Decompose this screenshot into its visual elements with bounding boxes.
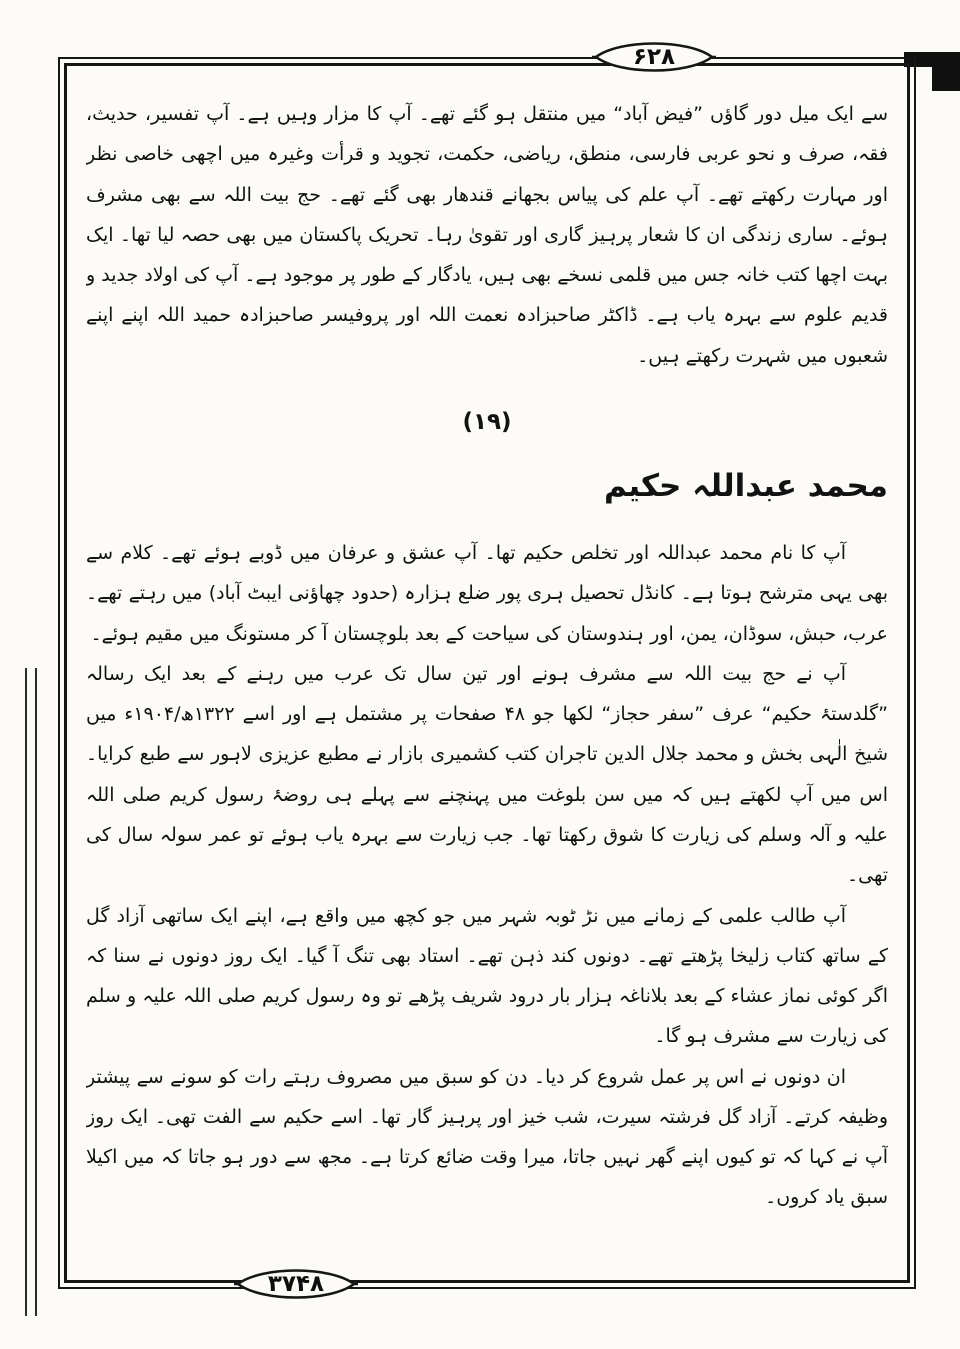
scan-edge-artifact-top-right-2 [932,67,960,91]
urdu-paragraph-2: آپ نے حج بیت اللہ سے مشرف ہونے اور تین سال تک عرب میں رہنے کے بعد ایک رسالہ ”گلدستۂ حکیم“ عرف ”سفر حجاز“ لکھا جو ۴۸ صفحات پر مشتمل ہے اور اسے ۱۳۲۲ھ/۱۹۰۴ء میں شیخ الٰہی بخش و محمد جلال الدین تاجران کتب کشمیری بازار نے مطبع عزیزی لاہور سے طبع کرایا۔ اس میں آپ لکھتے ہیں کہ میں سن بلوغت میں پہنچنے سے پہلے ہی روضۂ رسول کریم صلی اللہ علیہ و آلہ وسلم کی زیارت کا شوق رکھتا تھا۔ جب زیارت سے بہرہ یاب ہوئے تو عمر سولہ سال کی تھی۔ [86,662,888,887]
scan-edge-artifact-left [25,668,37,1316]
page-number-top: ۶۲۸ [632,44,676,70]
chapter-heading: محمد عبداللہ حکیم [604,467,888,504]
page-number-cartouche-bottom [234,1263,358,1305]
page-text-content [86,94,888,1263]
page-number-bottom: ۳۷۴۸ [267,1271,325,1297]
page-number-cartouche-top [592,36,716,78]
section-number: (۱۹) [462,408,512,435]
urdu-paragraph-3: آپ طالب علمی کے زمانے میں نڑ ٹوبہ شہر میں جو کچھ میں واقع ہے، اپنے ایک ساتھی آزاد گل کے ساتھ کتاب زلیخا پڑھتے تھے۔ دونوں کند ذہن تھے۔ استاد بھی تنگ آ گیا۔ ایک روز دونوں نے سنا کہ اگر کوئی نماز عشاء کے بعد بلاناغہ ہزار بار درود شریف پڑھے تو وہ رسول کریم صلی اللہ علیہ و سلم کی زیارت سے مشرف ہو گا۔ [86,904,888,1048]
continuation-paragraph: سے ایک میل دور گاؤں ”فیض آباد“ میں منتقل ہو گئے تھے۔ آپ کا مزار وہیں ہے۔ آپ تفسیر، حدیث، فقہ، صرف و نحو عربی فارسی، منطق، ریاضی، حکمت، تجوید و قرأت وغیرہ میں اچھی خاصی نظر اور مہارت رکھتے تھے۔ آپ علم کی پیاس بجھانے قندھار بھی گئے تھے۔ حج بیت اللہ سے بھی مشرف ہوئے۔ ساری زندگی ان کا شعار پرہیز گاری اور تقویٰ رہا۔ تحریک پاکستان میں بھی حصہ لیا تھا۔ ایک بہت اچھا کتب خانہ جس میں قلمی نسخے بھی ہیں، یادگار کے طور پر موجود ہے۔ آپ کی اولاد جدید و قدیم علوم سے بہرہ یاب ہے۔ ڈاکٹر صاحبزادہ نعمت اللہ اور پروفیسر صاحبزادہ حمید اللہ اپنے اپنے شعبوں میں شہرت رکھتے ہیں۔ [86,103,888,367]
urdu-paragraph-1: آپ کا نام محمد عبداللہ اور تخلص حکیم تھا۔ آپ عشق و عرفان میں ڈوبے ہوئے تھے۔ کلام سے بھی یہی مترشح ہوتا ہے۔ کانڈل تحصیل ہری پور ضلع ہزارہ (حدود چھاؤنی ایبٹ آباد) میں رہتے تھے۔ عرب، حبش، سوڈان، یمن، اور ہندوستان کی سیاحت کے بعد بلوچستان آ کر مستونگ میں مقیم ہوئے۔ [86,542,888,645]
urdu-paragraph-4: ان دونوں نے اس پر عمل شروع کر دیا۔ دن کو سبق میں مصروف رہتے رات کو سونے سے پیشتر وظیفہ کرتے۔ آزاد گل فرشتہ سیرت، شب خیز اور پرہیز گار تھا۔ اسے حکیم سے الفت تھی۔ ایک روز آپ نے کہا کہ تو کیوں اپنے گھر نہیں جاتا، میرا وقت ضائع کرتا ہے۔ مجھ سے دور ہو جاتا کہ میں اکیلا سبق یاد کروں۔ [86,1065,888,1209]
